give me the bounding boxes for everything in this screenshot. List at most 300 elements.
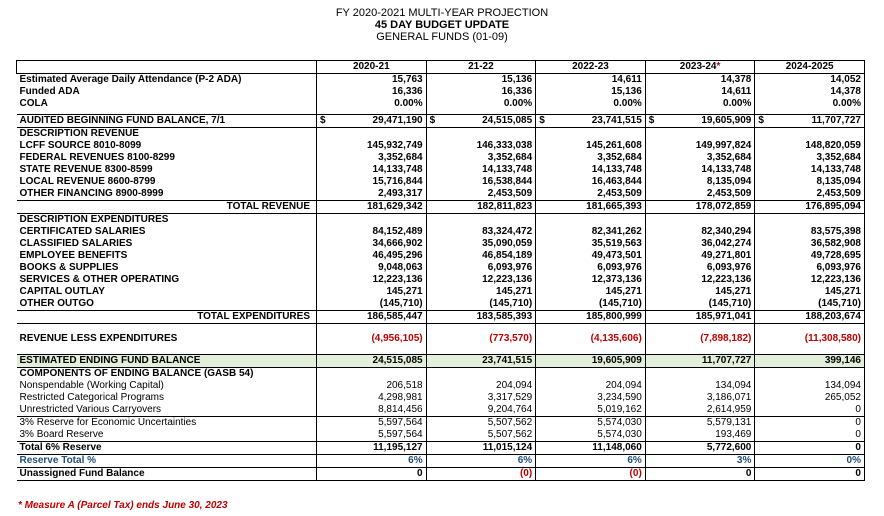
cell-value: 11,148,060 <box>592 442 642 453</box>
row-value <box>317 380 427 392</box>
row-value <box>755 86 865 98</box>
row-value <box>645 226 755 238</box>
cell-value: 185,800,999 <box>586 311 642 322</box>
cell-value: 0 <box>417 468 423 479</box>
row-value <box>317 188 427 201</box>
row-value <box>426 201 536 214</box>
cell-value: 145,271 <box>715 286 752 297</box>
cell-value: 35,519,563 <box>591 238 642 249</box>
row-label: EMPLOYEE BENEFITS <box>19 250 128 261</box>
cell-value: (145,710) <box>598 298 642 309</box>
cell-value: 265,052 <box>824 392 861 403</box>
row-label: REVENUE LESS EXPENDITURES <box>19 333 178 344</box>
row-value <box>755 176 865 188</box>
cell-value: 84,152,489 <box>372 226 423 237</box>
currency-symbol: $ <box>539 115 545 126</box>
cell-value: 204,094 <box>605 380 642 391</box>
row-label: 3% Reserve for Economic Uncertainties <box>19 417 197 428</box>
cell-value: 186,585,447 <box>366 311 423 322</box>
row-value <box>755 226 865 238</box>
row-label: Estimated Average Daily Attendance (P-2 ADA) <box>19 74 242 85</box>
cell-value: 15,136 <box>501 74 533 85</box>
row-value <box>645 286 755 298</box>
cell-value: 5,772,600 <box>706 442 752 453</box>
currency-symbol: $ <box>758 115 764 126</box>
report-subtitle: 45 DAY BUDGET UPDATE <box>374 19 510 31</box>
row-value <box>755 115 865 128</box>
row-label: CAPITAL OUTLAY <box>19 286 105 297</box>
row-value <box>645 392 755 404</box>
row-label: FEDERAL REVENUES 8100-8299 <box>19 152 175 163</box>
cell-value: 134,094 <box>715 380 752 391</box>
row-value <box>536 98 646 110</box>
cell-value: (145,710) <box>379 298 423 309</box>
row-label: COLA <box>19 98 48 109</box>
row-value <box>536 429 646 442</box>
cell-value: 0.00% <box>503 98 533 109</box>
cell-value: 0.00% <box>832 98 861 109</box>
row-value <box>536 274 646 286</box>
cell-value: 14,133,748 <box>482 164 533 175</box>
row-value <box>755 442 865 455</box>
revenue-less-expenditures-row <box>17 324 865 355</box>
cell-value: 14,611 <box>721 86 752 97</box>
cell-value: 49,271,801 <box>701 250 752 261</box>
cell-value: 14,133,748 <box>810 164 861 175</box>
cell-value: 134,094 <box>824 380 861 391</box>
cell-value: 3,352,684 <box>597 152 642 163</box>
row-value <box>426 455 536 468</box>
cell-value: 145,932,749 <box>366 140 423 151</box>
cell-value: 12,373,136 <box>591 274 642 285</box>
row-value <box>645 98 755 110</box>
cell-value: 6,093,976 <box>706 262 752 273</box>
cell-value: 3,352,684 <box>706 152 752 163</box>
row-value <box>755 324 865 355</box>
stat-row <box>17 74 865 87</box>
cell-value: 83,575,398 <box>810 226 861 237</box>
row-value <box>426 74 536 87</box>
cell-value: 145,271 <box>824 286 861 297</box>
row-value <box>317 417 427 430</box>
row-value <box>645 201 755 214</box>
revenue-row <box>17 176 865 188</box>
column-header <box>645 61 755 74</box>
row-value <box>645 404 755 417</box>
cell-value: 16,336 <box>501 86 533 97</box>
row-value <box>317 324 427 355</box>
row-value <box>755 262 865 274</box>
cell-value: 3,317,529 <box>487 392 533 403</box>
expenditure-row <box>17 274 865 286</box>
row-value <box>755 404 865 417</box>
revenue-row <box>17 152 865 164</box>
row-value <box>426 176 536 188</box>
component-row <box>17 417 865 430</box>
row-value <box>426 392 536 404</box>
cell-value: 2,493,317 <box>378 188 423 199</box>
row-value <box>536 128 646 141</box>
row-value <box>536 188 646 201</box>
row-value <box>317 298 427 311</box>
row-value <box>755 286 865 298</box>
row-value <box>317 74 427 87</box>
row-label: SERVICES & OTHER OPERATING <box>19 274 180 285</box>
column-year: 2024-2025 <box>785 61 834 72</box>
row-value <box>645 417 755 430</box>
row-label: Funded ADA <box>19 86 80 97</box>
row-value <box>317 368 427 381</box>
cell-value: 182,811,823 <box>477 201 533 212</box>
cell-value: 2,453,509 <box>816 188 861 199</box>
row-value <box>536 74 646 87</box>
row-label: DESCRIPTION REVENUE <box>19 128 139 139</box>
row-value <box>645 86 755 98</box>
cell-value: 29,471,190 <box>372 115 423 126</box>
row-value <box>536 368 646 381</box>
cell-value: (145,710) <box>818 298 861 309</box>
row-value <box>426 188 536 201</box>
row-value <box>426 140 536 152</box>
footnote: * Measure A (Parcel Tax) ends June 30, 2023 <box>18 500 228 511</box>
column-header <box>317 61 427 74</box>
cell-value: 82,341,262 <box>591 226 642 237</box>
row-value <box>536 355 646 368</box>
column-year: 2020-21 <box>352 61 390 72</box>
cell-value: 2,453,509 <box>706 188 752 199</box>
total-reserve-row <box>17 442 865 455</box>
cell-value: 5,019,162 <box>597 404 642 415</box>
row-value <box>645 355 755 368</box>
row-value <box>317 140 427 152</box>
cell-value: 6,093,976 <box>487 262 533 273</box>
row-value <box>317 468 427 481</box>
row-label: DESCRIPTION EXPENDITURES <box>19 214 169 225</box>
cell-value: 19,605,909 <box>701 115 752 126</box>
row-value <box>645 140 755 152</box>
row-value <box>317 262 427 274</box>
row-value <box>317 274 427 286</box>
row-value <box>317 214 427 227</box>
row-value <box>317 355 427 368</box>
row-value <box>317 455 427 468</box>
row-label: ESTIMATED ENDING FUND BALANCE <box>17 355 317 368</box>
cell-value: 46,854,189 <box>482 250 533 261</box>
row-value <box>426 115 536 128</box>
row-label: STATE REVENUE 8300-8599 <box>19 164 153 175</box>
row-value <box>317 250 427 262</box>
row-value <box>536 262 646 274</box>
cell-value: (145,710) <box>489 298 533 309</box>
cell-value: 146,333,038 <box>476 140 533 151</box>
row-label: CERTIFICATED SALARIES <box>19 226 146 237</box>
cell-value: 5,579,131 <box>706 417 752 428</box>
total-expenditures-row <box>17 311 865 324</box>
row-value <box>317 128 427 141</box>
cell-value: 16,463,844 <box>591 176 642 187</box>
row-value <box>426 468 536 481</box>
row-value <box>645 429 755 442</box>
expenditure-row <box>17 286 865 298</box>
cell-value: 0 <box>855 429 861 440</box>
cell-value: 14,133,748 <box>701 164 752 175</box>
cell-value: 3,352,684 <box>487 152 533 163</box>
row-value <box>426 298 536 311</box>
cell-value: 0% <box>846 455 861 466</box>
cell-value: 23,741,515 <box>591 115 642 126</box>
cell-value: 3% <box>736 455 752 466</box>
row-value <box>645 128 755 141</box>
report-title: FY 2020-2021 MULTI-YEAR PROJECTION <box>335 7 549 19</box>
cell-value: 2,453,509 <box>597 188 642 199</box>
cell-value: 12,223,136 <box>482 274 533 285</box>
cell-value: 145,271 <box>386 286 423 297</box>
row-label: Unassigned Fund Balance <box>17 468 317 481</box>
cell-value: 34,666,902 <box>372 238 423 249</box>
cell-value: 12,223,136 <box>701 274 752 285</box>
cell-value: 12,223,136 <box>372 274 423 285</box>
cell-value: 3,352,684 <box>378 152 423 163</box>
row-value <box>645 442 755 455</box>
row-value <box>536 152 646 164</box>
row-value <box>536 417 646 430</box>
row-value <box>755 392 865 404</box>
cell-value: 6% <box>408 455 423 466</box>
expenditure-row <box>17 238 865 250</box>
row-label: Unrestricted Various Carryovers <box>17 404 317 417</box>
row-value <box>755 214 865 227</box>
expenditure-row <box>17 298 865 311</box>
row-value <box>426 262 536 274</box>
cell-value: 24,515,085 <box>372 355 423 366</box>
row-value <box>755 152 865 164</box>
cell-value: (145,710) <box>708 298 752 309</box>
row-value <box>755 98 865 110</box>
row-value <box>536 286 646 298</box>
cell-value: (0) <box>629 468 642 479</box>
column-year: 2022-23 <box>572 61 609 72</box>
row-value <box>426 86 536 98</box>
cell-value: 24,515,085 <box>482 115 533 126</box>
cell-value: 6,093,976 <box>816 262 861 273</box>
row-value <box>645 188 755 201</box>
row-label: BOOKS & SUPPLIES <box>19 262 119 273</box>
total-revenue-row <box>17 201 865 214</box>
cell-value: 2,453,509 <box>487 188 533 199</box>
cell-value: 9,204,764 <box>487 404 533 415</box>
row-value <box>536 140 646 152</box>
row-value <box>536 115 646 128</box>
cell-value: 399,146 <box>824 355 861 366</box>
section-header <box>17 368 865 381</box>
cell-value: 0.00% <box>613 98 642 109</box>
cell-value: 145,261,608 <box>586 140 642 151</box>
row-value <box>645 164 755 176</box>
row-label: 3% Board Reserve <box>19 429 104 440</box>
row-value <box>536 86 646 98</box>
cell-value: 49,728,695 <box>810 250 861 261</box>
cell-value: 5,507,562 <box>487 429 533 440</box>
row-value <box>536 164 646 176</box>
currency-symbol: $ <box>648 115 655 126</box>
stat-row <box>17 98 865 110</box>
row-value <box>755 188 865 201</box>
cell-value: 0 <box>855 404 861 415</box>
row-value <box>317 226 427 238</box>
row-value <box>317 442 427 455</box>
row-value <box>426 368 536 381</box>
row-label: OTHER FINANCING 8900-8999 <box>19 188 164 199</box>
expenditure-row <box>17 226 865 238</box>
component-row <box>17 380 865 392</box>
cell-value: 145,271 <box>605 286 642 297</box>
row-value <box>426 324 536 355</box>
cell-value: 3,186,071 <box>706 392 752 403</box>
cell-value: 204,094 <box>496 380 533 391</box>
cell-value: (4,956,105) <box>371 333 423 344</box>
row-value <box>426 274 536 286</box>
cell-value: (11,308,580) <box>804 333 861 344</box>
column-year: 2023-24 <box>679 61 717 72</box>
cell-value: 11,015,124 <box>482 442 533 453</box>
row-value <box>755 238 865 250</box>
row-value <box>317 311 427 324</box>
cell-value: 178,072,859 <box>695 201 752 212</box>
row-value <box>536 392 646 404</box>
cell-value: 4,298,981 <box>378 392 423 403</box>
row-value <box>645 274 755 286</box>
cell-value: 12,223,136 <box>810 274 861 285</box>
row-value <box>426 250 536 262</box>
section-header <box>17 214 865 227</box>
cell-value: 49,473,501 <box>591 250 642 261</box>
row-value <box>426 98 536 110</box>
row-value <box>536 201 646 214</box>
cell-value: 3,234,590 <box>597 392 642 403</box>
row-value <box>426 214 536 227</box>
row-value <box>426 404 536 417</box>
row-value <box>645 368 755 381</box>
row-label: LOCAL REVENUE 8600-8799 <box>19 176 156 187</box>
cell-value: 0 <box>855 468 861 479</box>
cell-value: 5,507,562 <box>487 417 533 428</box>
cell-value: 8,135,094 <box>706 176 752 187</box>
cell-value: 14,378 <box>830 86 861 97</box>
revenue-row <box>17 164 865 176</box>
cell-value: 5,597,564 <box>378 417 423 428</box>
row-value <box>755 311 865 324</box>
row-value <box>426 152 536 164</box>
row-value <box>317 164 427 176</box>
cell-value: 83,324,472 <box>482 226 533 237</box>
row-value <box>536 250 646 262</box>
cell-value: (4,135,606) <box>590 333 642 344</box>
cell-value: 15,136 <box>611 86 642 97</box>
row-value <box>317 115 427 128</box>
cell-value: 6,093,976 <box>597 262 642 273</box>
revenue-row <box>17 140 865 152</box>
cell-value: 206,518 <box>386 380 423 391</box>
reserve-percent-row <box>17 455 865 468</box>
row-value <box>645 115 755 128</box>
row-value <box>645 380 755 392</box>
header-blank <box>17 61 317 74</box>
cell-value: 8,814,456 <box>378 404 423 415</box>
cell-value: 14,133,748 <box>372 164 423 175</box>
row-value <box>317 201 427 214</box>
cell-value: 16,336 <box>392 86 423 97</box>
row-value <box>755 140 865 152</box>
beginning-balance-row <box>17 115 865 128</box>
stat-row <box>17 86 865 98</box>
ending-fund-balance-row <box>17 355 865 368</box>
row-value <box>426 355 536 368</box>
row-value <box>755 250 865 262</box>
cell-value: 5,574,030 <box>597 429 642 440</box>
section-header <box>17 128 865 141</box>
row-value <box>426 429 536 442</box>
row-value <box>426 380 536 392</box>
column-header <box>536 61 646 74</box>
cell-value: 14,611 <box>611 74 642 85</box>
row-label: TOTAL EXPENDITURES <box>17 311 317 324</box>
cell-value: 14,133,748 <box>591 164 642 175</box>
row-value <box>755 380 865 392</box>
cell-value: 0.00% <box>394 98 423 109</box>
expenditure-row <box>17 262 865 274</box>
cell-value: 82,340,294 <box>701 226 752 237</box>
row-value <box>645 250 755 262</box>
row-value <box>755 74 865 87</box>
unassigned-balance-row <box>17 468 865 481</box>
row-value <box>645 311 755 324</box>
cell-value: 8,135,094 <box>816 176 861 187</box>
row-value <box>426 442 536 455</box>
row-label: Total 6% Reserve <box>17 442 317 455</box>
row-value <box>426 164 536 176</box>
row-value <box>426 238 536 250</box>
expenditure-row <box>17 250 865 262</box>
row-value <box>536 324 646 355</box>
currency-symbol: $ <box>429 115 436 126</box>
row-value <box>317 98 427 110</box>
cell-value: 145,271 <box>496 286 533 297</box>
row-value <box>645 214 755 227</box>
cell-value: (7,898,182) <box>700 333 752 344</box>
cell-value: 0.00% <box>723 98 752 109</box>
row-value <box>645 468 755 481</box>
currency-symbol: $ <box>320 115 326 126</box>
row-value <box>755 468 865 481</box>
row-value <box>755 429 865 442</box>
cell-value: 193,469 <box>715 429 752 440</box>
row-value <box>755 298 865 311</box>
row-value <box>755 201 865 214</box>
cell-value: 11,707,727 <box>811 115 861 126</box>
cell-value: 3,352,684 <box>816 152 861 163</box>
row-value <box>536 176 646 188</box>
row-value <box>755 455 865 468</box>
cell-value: 15,716,844 <box>372 176 423 187</box>
row-value <box>755 164 865 176</box>
cell-value: 11,195,127 <box>373 442 423 453</box>
row-value <box>645 455 755 468</box>
cell-value: 188,203,674 <box>805 311 861 322</box>
cell-value: 14,378 <box>720 74 752 85</box>
row-value <box>755 274 865 286</box>
row-value <box>536 238 646 250</box>
cell-value: 0 <box>745 468 752 479</box>
